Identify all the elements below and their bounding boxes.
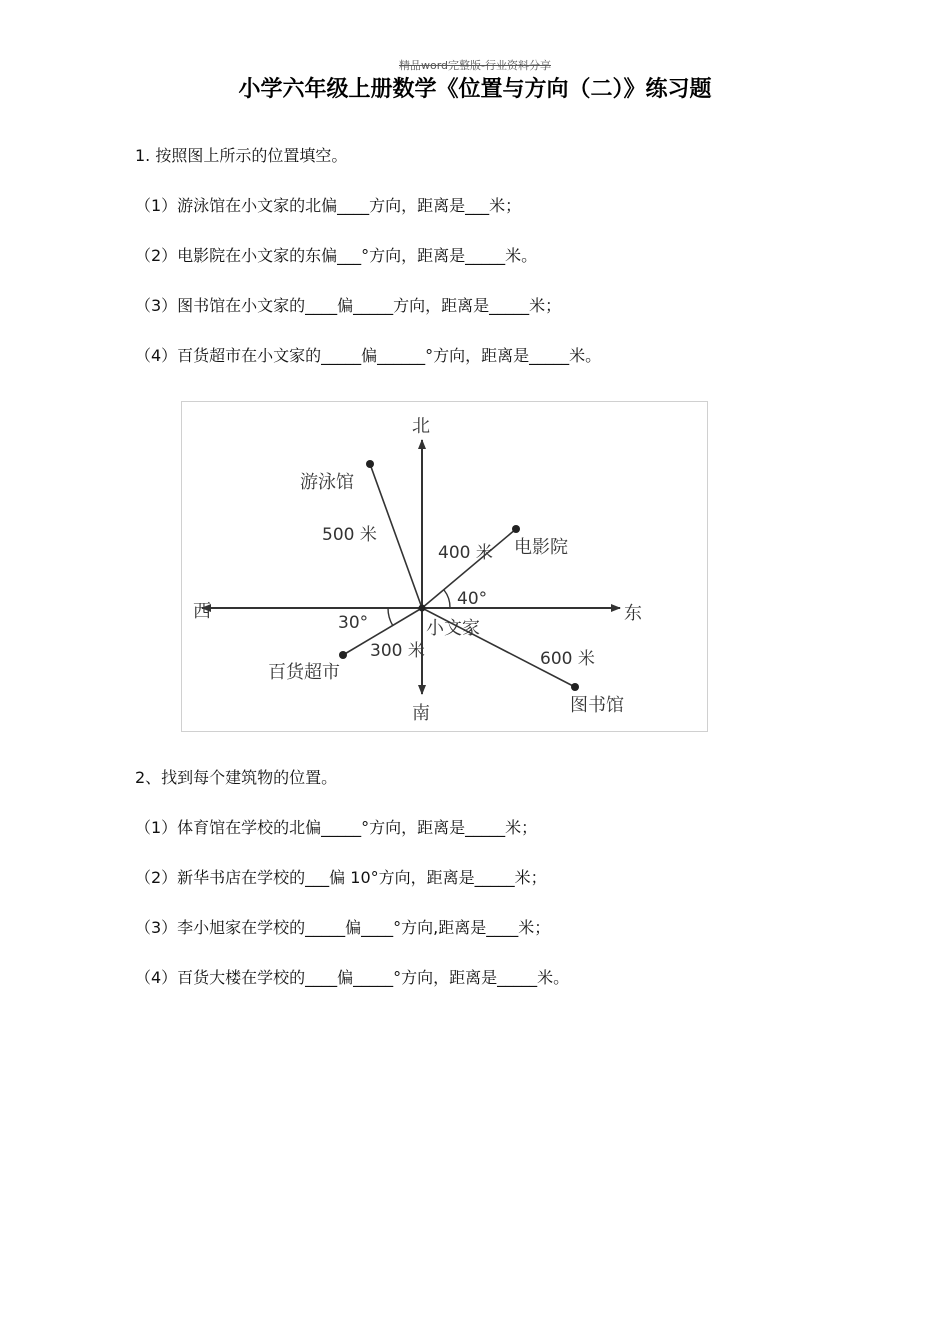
angle-label-40: 40° bbox=[457, 589, 488, 609]
angle-arc-30 bbox=[388, 608, 393, 626]
q2-item-4: （4）百货大楼在学校的____偏_____°方向，距离是_____米。 bbox=[135, 968, 570, 987]
center-point bbox=[419, 605, 426, 612]
q2-item-1: （1）体育馆在学校的北偏_____°方向，距离是_____米； bbox=[135, 818, 538, 837]
q1-item-1: （1）游泳馆在小文家的北偏____方向，距离是___米； bbox=[135, 196, 522, 215]
library-point bbox=[571, 683, 579, 691]
swimming-pool-point bbox=[366, 460, 374, 468]
ray-swimming-pool bbox=[370, 464, 422, 608]
cinema-label: 电影院 bbox=[514, 537, 568, 558]
cinema-point bbox=[512, 525, 520, 533]
direction-diagram-svg bbox=[182, 402, 709, 733]
supermarket-point bbox=[339, 651, 347, 659]
swimming-pool-label: 游泳馆 bbox=[300, 472, 354, 493]
direction-diagram bbox=[181, 401, 708, 732]
north-label: 北 bbox=[412, 416, 430, 437]
south-label: 南 bbox=[412, 703, 430, 724]
q2-heading: 2、找到每个建筑物的位置。 bbox=[135, 768, 338, 787]
q2-item-3: （3）李小旭家在学校的_____偏____°方向,距离是____米； bbox=[135, 918, 551, 937]
header-note: 精品word完整版-行业资料分享 bbox=[398, 59, 551, 72]
q1-item-2: （2）电影院在小文家的东偏___°方向，距离是_____米。 bbox=[135, 246, 538, 265]
q1-item-3: （3）图书馆在小文家的____偏_____方向，距离是_____米； bbox=[135, 296, 562, 315]
supermarket-label: 百货超市 bbox=[268, 662, 340, 683]
east-label: 东 bbox=[624, 603, 642, 624]
q1-heading: 1. 按照图上所示的位置填空。 bbox=[135, 146, 348, 165]
center-label: 小文家 bbox=[426, 618, 480, 639]
q1-item-4: （4）百货超市在小文家的_____偏______°方向，距离是_____米。 bbox=[135, 346, 602, 365]
q2-item-2: （2）新华书店在学校的___偏 10°方向，距离是_____米； bbox=[135, 868, 547, 887]
angle-label-30: 30° bbox=[338, 613, 369, 633]
distance-supermarket: 300 米 bbox=[370, 641, 425, 661]
distance-library: 600 米 bbox=[540, 649, 595, 669]
distance-swimming-pool: 500 米 bbox=[322, 525, 377, 545]
angle-arc-40 bbox=[444, 590, 450, 608]
page-title: 小学六年级上册数学《位置与方向（二）》练习题 bbox=[238, 77, 712, 102]
distance-cinema: 400 米 bbox=[438, 543, 493, 563]
library-label: 图书馆 bbox=[570, 695, 624, 716]
west-label: 西 bbox=[193, 601, 211, 622]
